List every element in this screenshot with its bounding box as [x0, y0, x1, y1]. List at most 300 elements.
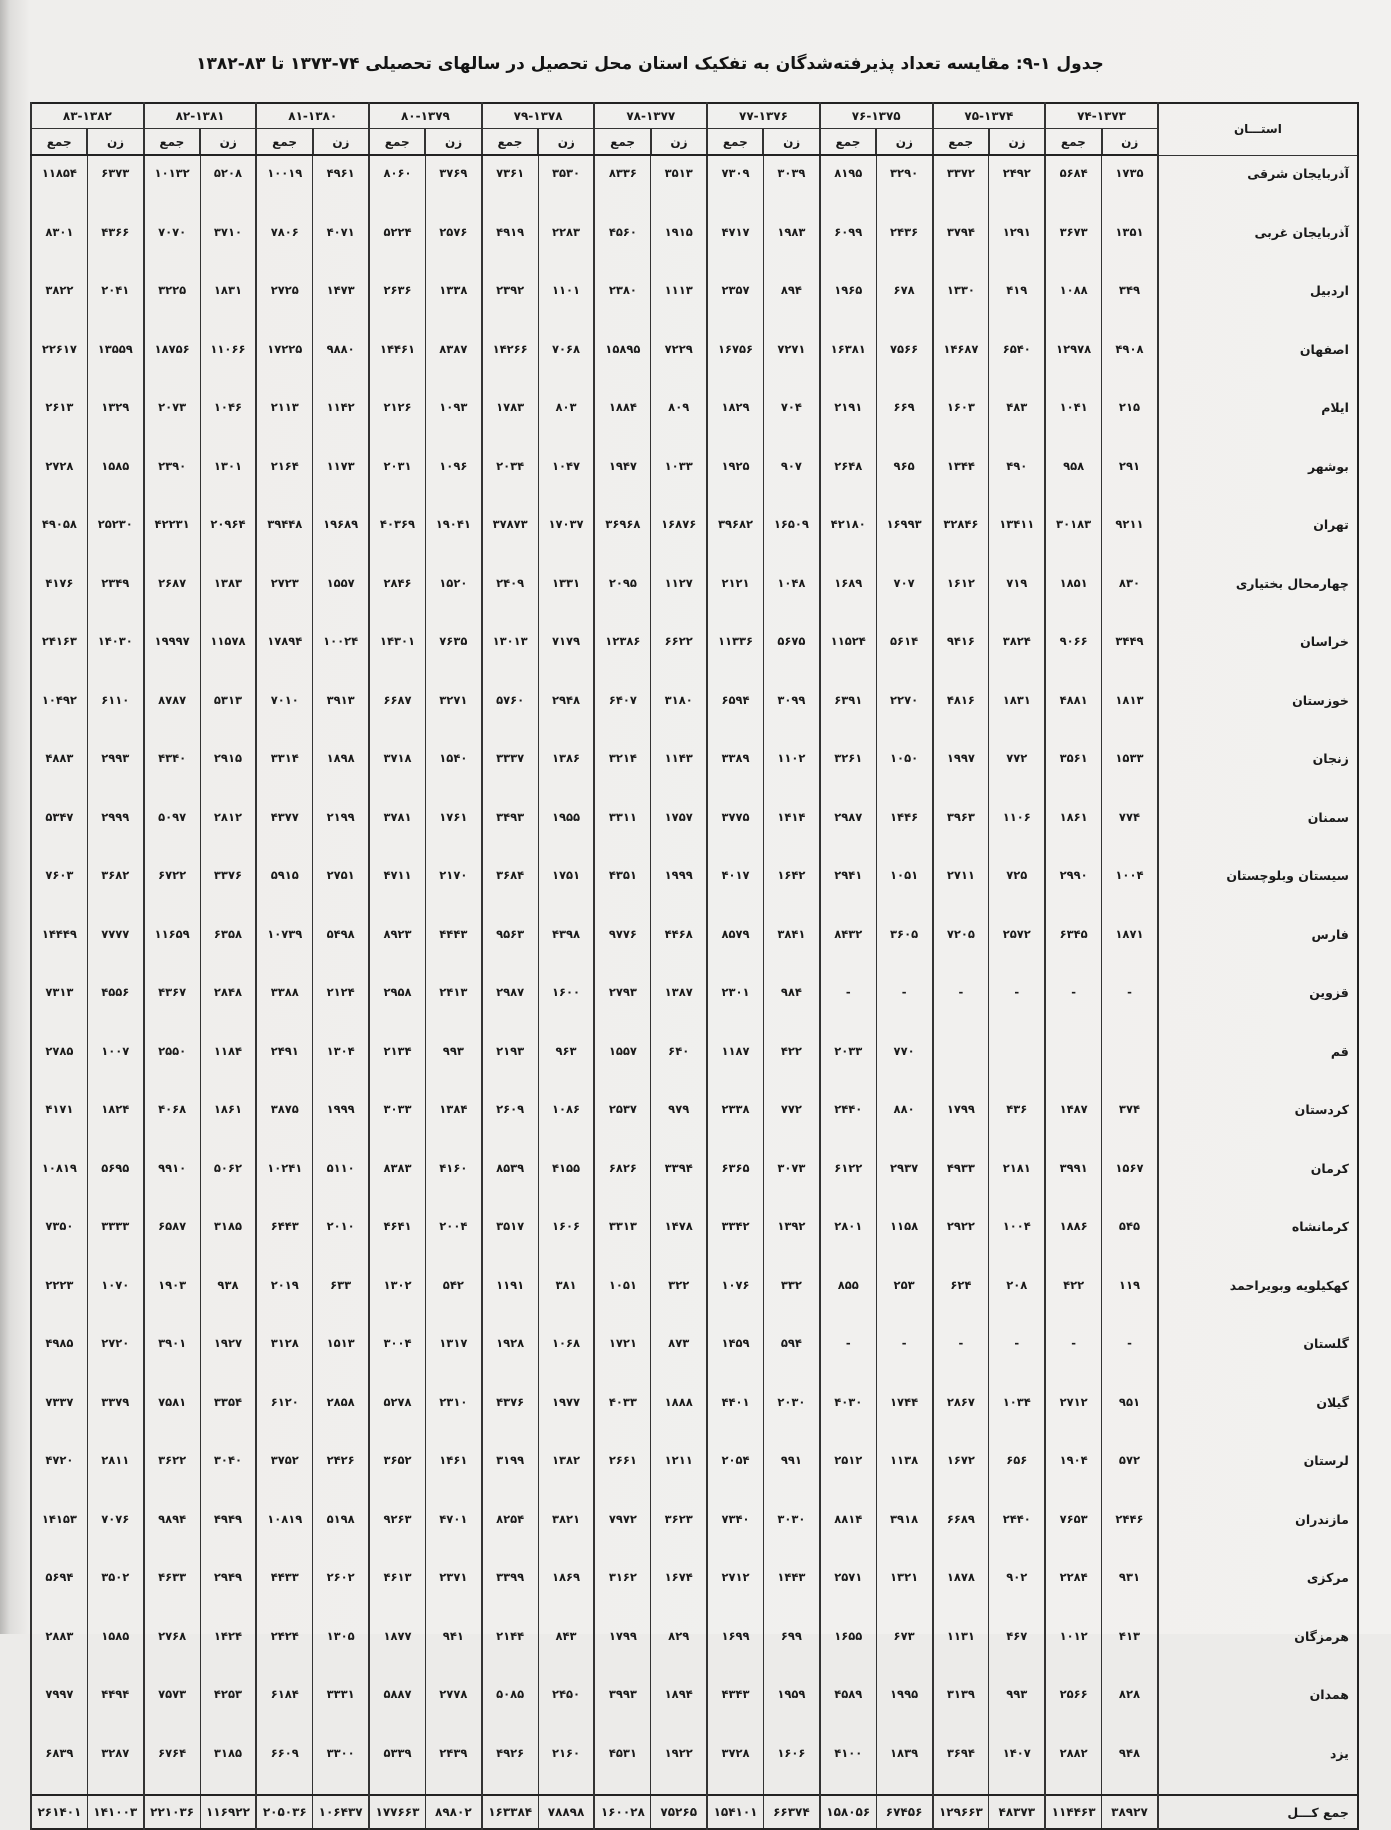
total-cell: ۴۶۳۳: [144, 1560, 200, 1619]
total-cell: ۲۵۳۷: [594, 1092, 650, 1151]
women-cell: ۲۸۵۸: [313, 1385, 369, 1444]
table-row: [31, 1502, 1358, 1561]
total-cell: ۱۴۸۷: [1045, 1092, 1101, 1151]
total-cell: ۵۳۴۷: [31, 800, 87, 859]
women-cell: ۱۳۲۹: [87, 390, 143, 449]
women-cell: ۱۳۰۱: [200, 449, 256, 508]
women-cell: ۱۱۷۳: [313, 449, 369, 508]
total-cell: ۴۰۳۰: [820, 1385, 876, 1444]
women-cell: ۲۹۴۸: [538, 683, 594, 742]
total-cell: ۴۸۸۱: [1045, 683, 1101, 742]
women-cell: ۶۶۹: [876, 390, 932, 449]
total-cell: ۹۷۷۶: [594, 917, 650, 976]
women-cell: ۲۸۱۱: [87, 1443, 143, 1502]
women-cell: ۲۱۲۴: [313, 975, 369, 1034]
women-cell: ۱۰۶۸: [538, 1326, 594, 1385]
women-cell: ۱۳۲۱: [876, 1560, 932, 1619]
total-cell: ۱۸۸۶: [1045, 1209, 1101, 1268]
total-cell: ۲۳۹۰: [144, 449, 200, 508]
province-name: کرمانشاه: [1158, 1209, 1358, 1268]
women-cell: ۱۰۴۶: [200, 390, 256, 449]
total-cell: ۱۲۹۷۸: [1045, 332, 1101, 391]
women-cell: ۶۴۰: [651, 1034, 707, 1093]
women-cell: ۷۷۲: [989, 741, 1045, 800]
table-row: [31, 449, 1358, 508]
women-cell: ۲۱۸۱: [989, 1151, 1045, 1210]
total-cell: ۴۸۱۶: [933, 683, 989, 742]
table-row: [31, 390, 1358, 449]
women-cell: ۳۷۱۰: [200, 215, 256, 274]
women-cell: ۳۹۱۳: [313, 683, 369, 742]
total-cell: ۳۳۴۲: [707, 1209, 763, 1268]
total-cell: ۲۰۷۳: [144, 390, 200, 449]
province-name: قم: [1158, 1034, 1358, 1093]
women-cell: ۱۴۷۸: [651, 1209, 707, 1268]
total-cell: ۲۹۸۷: [820, 800, 876, 859]
total-cell: ۶۳۹۱: [820, 683, 876, 742]
total-cell: ۳۰۱۸۳: [1045, 507, 1101, 566]
women-cell: ۱۳۸۲: [538, 1443, 594, 1502]
women-cell: ۳۳۳۱: [313, 1677, 369, 1736]
women-cell: ۱۵۱۳: [313, 1326, 369, 1385]
women-cell: ۸۰۹: [651, 390, 707, 449]
province-name: همدان: [1158, 1677, 1358, 1736]
women-cell: ۷۷۰: [876, 1034, 932, 1093]
table-row: [31, 741, 1358, 800]
total-cell: ۱۹۰۳: [144, 1268, 200, 1327]
total-cell: ۱۶۵۵: [820, 1619, 876, 1678]
total-cell: ۷۳۳۷: [31, 1385, 87, 1444]
women-cell: ۱۶۰۶: [763, 1736, 819, 1796]
women-cell: ۱۳۹۲: [763, 1209, 819, 1268]
women-cell: ۴۱۹: [989, 273, 1045, 332]
total-cell: ۹۴۱۶: [933, 624, 989, 683]
total-cell: ۳۷۹۴: [933, 215, 989, 274]
total-cell: -: [933, 975, 989, 1034]
women-cell: ۱۳۰۵: [313, 1619, 369, 1678]
total-cell: ۴۵۸۹: [820, 1677, 876, 1736]
total-cell: ۳۷۱۸: [369, 741, 425, 800]
table-row: [31, 917, 1358, 976]
total-cell: ۴۷۱۷: [707, 215, 763, 274]
women-cell: ۹۹۳: [989, 1677, 1045, 1736]
women-cell: ۴۹۰۸: [1102, 332, 1158, 391]
total-cell: ۷۲۰۵: [933, 917, 989, 976]
total-cell: ۳۷۸۷۳: [482, 507, 538, 566]
women-cell: ۱۳۸۶: [538, 741, 594, 800]
total-cell: ۲۱۳۴: [369, 1034, 425, 1093]
total-cell: ۳۹۶۸۲: [707, 507, 763, 566]
total-cell: ۳۲۶۱: [820, 741, 876, 800]
total-cell: ۲۷۶۸: [144, 1619, 200, 1678]
table-row: [31, 1385, 1358, 1444]
women-cell: ۲۰۰۴: [425, 1209, 481, 1268]
women-total-cell: ۳۸۹۲۷: [1102, 1795, 1158, 1829]
women-cell: ۱۱۰۶: [989, 800, 1045, 859]
women-cell: ۲۳۴۹: [87, 566, 143, 625]
women-cell: ۹۸۴: [763, 975, 819, 1034]
total-cell: ۱۱۹۱: [482, 1268, 538, 1327]
women-cell: ۳۰۷۳: [763, 1151, 819, 1210]
women-cell: ۹۴۱: [425, 1619, 481, 1678]
total-cell: ۸۱۹۵: [820, 155, 876, 215]
women-cell: ۱۹۱۵: [651, 215, 707, 274]
women-cell: ۲۱۹۹: [313, 800, 369, 859]
women-cell: ۱۴۰۳۰: [87, 624, 143, 683]
total-cell: ۲۱۴۴: [482, 1619, 538, 1678]
women-cell: ۱۶۷۴: [651, 1560, 707, 1619]
women-cell: ۷۰۶۸: [538, 332, 594, 391]
women-cell: ۱۳۳۸: [425, 273, 481, 332]
total-cell: ۵۸۸۷: [369, 1677, 425, 1736]
total-cell: [933, 1034, 989, 1093]
total-cell: ۳۸۲۲: [31, 273, 87, 332]
women-cell: ۸۷۳: [651, 1326, 707, 1385]
total-cell: ۸۳۰۱: [31, 215, 87, 274]
women-cell: ۹۸۸۰: [313, 332, 369, 391]
women-cell: ۴۹۶۱: [313, 155, 369, 215]
total-cell: ۲۹۴۱: [820, 858, 876, 917]
women-cell: -: [989, 1326, 1045, 1385]
grand-total-cell: ۱۷۷۶۶۳: [369, 1795, 425, 1829]
total-cell: ۱۳۴۴: [933, 449, 989, 508]
women-cell: ۳۳۵۴: [200, 1385, 256, 1444]
table-row: [31, 1092, 1358, 1151]
women-cell: ۵۹۴: [763, 1326, 819, 1385]
total-cell: ۹۰۶۶: [1045, 624, 1101, 683]
table-row: [31, 215, 1358, 274]
women-cell: ۱۲۹۱: [989, 215, 1045, 274]
women-cell: ۳۱۸۵: [200, 1736, 256, 1796]
total-cell: ۱۷۸۳: [482, 390, 538, 449]
total-cell: ۱۷۹۹: [933, 1092, 989, 1151]
women-cell: ۲۰۴۱: [87, 273, 143, 332]
total-cell: ۱۷۸۹۴: [256, 624, 312, 683]
total-cell: ۱۵۸۹۵: [594, 332, 650, 391]
women-cell: ۲۵۷۶: [425, 215, 481, 274]
women-cell: ۶۳۳: [313, 1268, 369, 1327]
women-cell: ۲۹۴۹: [200, 1560, 256, 1619]
women-cell: ۷۰۷۶: [87, 1502, 143, 1561]
total-cell: ۴۸۸۳: [31, 741, 87, 800]
total-cell: ۷۹۷۲: [594, 1502, 650, 1561]
women-cell: ۲۸۱۲: [200, 800, 256, 859]
women-cell: ۳۷۴: [1102, 1092, 1158, 1151]
total-cell: ۷۳۴۰: [707, 1502, 763, 1561]
women-cell: ۴۹۰: [989, 449, 1045, 508]
total-cell: ۳۲۸۴۶: [933, 507, 989, 566]
total-cell: ۷۳۵۰: [31, 1209, 87, 1268]
women-cell: ۷۱۷۹: [538, 624, 594, 683]
women-cell: ۹۶۳: [538, 1034, 594, 1093]
women-cell: ۱۱۰۲: [763, 741, 819, 800]
women-cell: ۳۳۷۶: [200, 858, 256, 917]
total-header: جمع: [933, 129, 989, 156]
province-name: آذربایجان غربی: [1158, 215, 1358, 274]
total-cell: ۳۳۸۸: [256, 975, 312, 1034]
women-cell: ۵۷۲: [1102, 1443, 1158, 1502]
women-cell: ۳۹۱۸: [876, 1502, 932, 1561]
grand-total-cell: ۱۱۴۴۶۳: [1045, 1795, 1101, 1829]
women-cell: ۱۹۹۹: [313, 1092, 369, 1151]
total-cell: ۱۹۶۵: [820, 273, 876, 332]
women-cell: ۴۷۰۱: [425, 1502, 481, 1561]
province-name: کرمان: [1158, 1151, 1358, 1210]
total-cell: ۱۱۳۱: [933, 1619, 989, 1678]
women-header: زن: [200, 129, 256, 156]
grand-total-cell: ۱۶۰۰۲۸: [594, 1795, 650, 1829]
total-cell: ۶۶۰۹: [256, 1736, 312, 1796]
total-cell: ۲۸۰۱: [820, 1209, 876, 1268]
total-cell: ۲۵۷۱: [820, 1560, 876, 1619]
women-cell: ۴۱۳: [1102, 1619, 1158, 1678]
women-cell: ۳۸۴۱: [763, 917, 819, 976]
total-cell: ۸۸۱۴: [820, 1502, 876, 1561]
table-row: [31, 1268, 1358, 1327]
total-cell: ۳۳۳۷: [482, 741, 538, 800]
total-cell: ۴۰۳۶۹: [369, 507, 425, 566]
total-cell: ۱۱۵۲۴: [820, 624, 876, 683]
total-cell: ۱۳۳۰: [933, 273, 989, 332]
total-cell: ۴۴۳۳: [256, 1560, 312, 1619]
women-cell: ۱۸۲۴: [87, 1092, 143, 1151]
total-cell: ۴۳۷۷: [256, 800, 312, 859]
women-cell: ۹۴۸: [1102, 1736, 1158, 1796]
women-cell: ۲۲۸۳: [538, 215, 594, 274]
year-header: ۷۹-۱۳۷۸: [482, 103, 595, 129]
total-cell: ۸۷۸۷: [144, 683, 200, 742]
total-cell: ۳۰۳۳: [369, 1092, 425, 1151]
total-cell: ۳۳۱۴: [256, 741, 312, 800]
women-cell: ۷۶۳۵: [425, 624, 481, 683]
total-cell: ۹۲۶۳: [369, 1502, 425, 1561]
total-cell: ۳۸۷۵: [256, 1092, 312, 1151]
total-cell: ۱۸۶۱: [1045, 800, 1101, 859]
total-cell: ۱۶۷۵۶: [707, 332, 763, 391]
women-cell: ۲۷۵۱: [313, 858, 369, 917]
women-cell: ۲۰۸: [989, 1268, 1045, 1327]
total-cell: ۶۸۳۹: [31, 1736, 87, 1796]
table-row: [31, 1209, 1358, 1268]
total-cell: ۲۹۸۷: [482, 975, 538, 1034]
total-cell: ۲۶۰۹: [482, 1092, 538, 1151]
women-cell: ۵۴۵: [1102, 1209, 1158, 1268]
women-cell: ۱۱۰۱: [538, 273, 594, 332]
province-name: تهران: [1158, 507, 1358, 566]
total-cell: ۴۹۱۹: [482, 215, 538, 274]
year-header-row: [31, 103, 1358, 129]
province-name: قزوین: [1158, 975, 1358, 1034]
total-cell: ۲۰۹۵: [594, 566, 650, 625]
total-cell: -: [1045, 1326, 1101, 1385]
total-cell: ۹۸۹۴: [144, 1502, 200, 1561]
total-cell: ۱۹۹۷: [933, 741, 989, 800]
total-cell: ۲۳۸۰: [594, 273, 650, 332]
total-header: جمع: [820, 129, 876, 156]
year-header: ۷۶-۱۳۷۵: [820, 103, 933, 129]
total-cell: ۲۸۸۳: [31, 1619, 87, 1678]
total-cell: ۴۱۷۶: [31, 566, 87, 625]
women-cell: ۲۴۵۰: [538, 1677, 594, 1736]
women-total-cell: ۶۶۳۷۴: [763, 1795, 819, 1829]
women-cell: ۷۷۷۷: [87, 917, 143, 976]
total-row: [31, 1795, 1358, 1829]
total-cell: ۶۳۶۵: [707, 1151, 763, 1210]
total-cell: ۲۸۴۶: [369, 566, 425, 625]
total-cell: ۹۵۸: [1045, 449, 1101, 508]
table-row: [31, 683, 1358, 742]
total-cell: ۱۸۷۸: [933, 1560, 989, 1619]
total-cell: ۶۵۸۷: [144, 1209, 200, 1268]
total-cell: ۲۴۲۴: [256, 1619, 312, 1678]
women-cell: ۱۸۶۱: [200, 1092, 256, 1151]
women-cell: ۱۷۰۳۷: [538, 507, 594, 566]
women-total-cell: ۷۸۸۹۸: [538, 1795, 594, 1829]
women-cell: ۴۸۳: [989, 390, 1045, 449]
women-cell: ۷۵۶۶: [876, 332, 932, 391]
women-cell: ۴۶۷: [989, 1619, 1045, 1678]
province-name: سیستان وبلوچستان: [1158, 858, 1358, 917]
total-cell: ۱۵۵۷: [594, 1034, 650, 1093]
total-cell: ۷۵۷۳: [144, 1677, 200, 1736]
total-cell: ۳۶۹۴: [933, 1736, 989, 1796]
women-cell: ۱۹۵۵: [538, 800, 594, 859]
women-cell: ۱۳۸۴: [425, 1092, 481, 1151]
total-cell: ۵۷۶۰: [482, 683, 538, 742]
total-cell: ۲۶۸۷: [144, 566, 200, 625]
total-cell: ۲۸۶۷: [933, 1385, 989, 1444]
total-cell: ۲۳۹۲: [482, 273, 538, 332]
total-cell: ۲۴۴۰: [820, 1092, 876, 1151]
table-row: [31, 858, 1358, 917]
total-cell: ۳۱۹۹: [482, 1443, 538, 1502]
province-name: بوشهر: [1158, 449, 1358, 508]
total-cell: ۱۰۵۱: [594, 1268, 650, 1327]
women-cell: ۱۷۵۷: [651, 800, 707, 859]
total-cell: ۲۶۶۱: [594, 1443, 650, 1502]
women-cell: ۳۳۷۹: [87, 1385, 143, 1444]
women-cell: ۱۸۱۳: [1102, 683, 1158, 742]
province-name: هرمزگان: [1158, 1619, 1358, 1678]
women-cell: ۳۳۹۴: [651, 1151, 707, 1210]
total-cell: ۱۱۸۷: [707, 1034, 763, 1093]
women-cell: ۱۳۵۵۹: [87, 332, 143, 391]
total-cell: ۲۱۲۱: [707, 566, 763, 625]
total-cell: ۶۷۶۴: [144, 1736, 200, 1796]
total-cell: ۲۴۱۶۳: [31, 624, 87, 683]
women-cell: ۲۲۷۰: [876, 683, 932, 742]
province-name: آذربایجان شرقی: [1158, 155, 1358, 215]
women-cell: -: [989, 975, 1045, 1034]
total-cell: ۴۹۸۵: [31, 1326, 87, 1385]
total-cell: -: [1045, 975, 1101, 1034]
total-cell: ۵۶۸۴: [1045, 155, 1101, 215]
women-cell: ۱۵۲۰: [425, 566, 481, 625]
women-cell: ۱۵۵۷: [313, 566, 369, 625]
women-cell: ۱۴۲۴: [200, 1619, 256, 1678]
total-cell: ۴۳۴۰: [144, 741, 200, 800]
women-cell: ۵۴۹۸: [313, 917, 369, 976]
women-cell: ۶۵۴۰: [989, 332, 1045, 391]
women-cell: ۴۳۶۶: [87, 215, 143, 274]
women-cell: ۲۱۵: [1102, 390, 1158, 449]
women-cell: ۲۴۱۳: [425, 975, 481, 1034]
women-cell: ۱۱۱۳: [651, 273, 707, 332]
grand-total-cell: ۱۵۸۰۵۶: [820, 1795, 876, 1829]
total-cell: ۴۲۲: [1045, 1268, 1101, 1327]
total-cell: ۱۶۸۹: [820, 566, 876, 625]
women-cell: ۲۹۱۵: [200, 741, 256, 800]
women-cell: ۱۸۷۱: [1102, 917, 1158, 976]
women-total-cell: ۶۷۴۵۶: [876, 1795, 932, 1829]
total-cell: ۲۲۲۳: [31, 1268, 87, 1327]
women-cell: ۱۰۵۱: [876, 858, 932, 917]
women-cell: ۹۲۱۱: [1102, 507, 1158, 566]
women-cell: ۹۶۵: [876, 449, 932, 508]
total-cell: ۳۹۹۳: [594, 1677, 650, 1736]
women-cell: ۱۵۴۰: [425, 741, 481, 800]
total-cell: ۲۷۹۳: [594, 975, 650, 1034]
total-cell: ۶۴۴۳: [256, 1209, 312, 1268]
women-cell: ۲۷۲۰: [87, 1326, 143, 1385]
total-cell: ۱۰۷۳۹: [256, 917, 312, 976]
women-cell: ۱۱۵۷۸: [200, 624, 256, 683]
province-header: استـــان: [1158, 103, 1358, 155]
women-cell: ۱۹۷۷: [538, 1385, 594, 1444]
women-cell: ۷۲۷۱: [763, 332, 819, 391]
women-cell: ۳۸۲۱: [538, 1502, 594, 1561]
total-cell: ۸۴۳۲: [820, 917, 876, 976]
total-cell: ۱۴۴۴۹: [31, 917, 87, 976]
women-cell: ۹۳۸: [200, 1268, 256, 1327]
women-cell: ۵۶۱۴: [876, 624, 932, 683]
total-cell: ۱۰۷۶: [707, 1268, 763, 1327]
total-cell: ۱۶۹۹: [707, 1619, 763, 1678]
total-cell: -: [933, 1326, 989, 1385]
total-cell: ۳۷۷۵: [707, 800, 763, 859]
province-name: یزد: [1158, 1736, 1358, 1796]
total-cell: [1045, 1034, 1101, 1093]
total-cell: ۴۹۲۶: [482, 1736, 538, 1796]
table-row: [31, 1326, 1358, 1385]
women-header: زن: [538, 129, 594, 156]
women-cell: ۱۵۶۷: [1102, 1151, 1158, 1210]
women-cell: ۹۳۱: [1102, 1560, 1158, 1619]
table-row: [31, 507, 1358, 566]
total-cell: ۲۰۳۱: [369, 449, 425, 508]
women-cell: ۲۷۷۸: [425, 1677, 481, 1736]
total-cell: ۶۱۲۲: [820, 1151, 876, 1210]
women-cell: ۳۶۲۳: [651, 1502, 707, 1561]
women-cell: ۹۵۱: [1102, 1385, 1158, 1444]
total-cell: ۱۳۰۱۳: [482, 624, 538, 683]
women-cell: ۱۷۵۱: [538, 858, 594, 917]
total-cell: ۹۵۶۳: [482, 917, 538, 976]
women-cell: ۶۷۳: [876, 1619, 932, 1678]
total-cell: ۳۴۹۳: [482, 800, 538, 859]
total-cell: ۸۵۷۹: [707, 917, 763, 976]
total-cell: ۶۳۴۵: [1045, 917, 1101, 976]
women-cell: ۲۹۱: [1102, 449, 1158, 508]
women-cell: ۱۰۳۴: [989, 1385, 1045, 1444]
women-header: زن: [313, 129, 369, 156]
table-row: [31, 1560, 1358, 1619]
total-cell: ۶۱۲۰: [256, 1385, 312, 1444]
total-cell: ۱۶۷۲: [933, 1443, 989, 1502]
women-cell: ۱۴۴۳: [763, 1560, 819, 1619]
women-cell: ۱۹۶۸۹: [313, 507, 369, 566]
women-total-cell: ۴۸۳۷۳: [989, 1795, 1045, 1829]
